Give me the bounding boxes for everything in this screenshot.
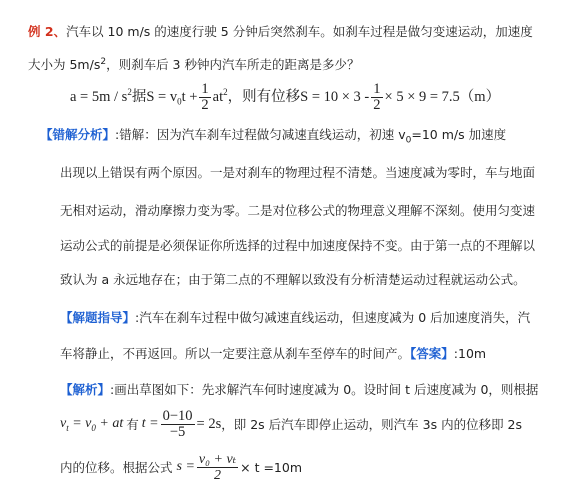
eq1-after: ，即 2s 后汽车即停止运动，则汽车 3s 内的位移即 2s — [221, 417, 523, 432]
eq1-result: = 2s — [196, 415, 222, 432]
problem-formula — [70, 82, 500, 113]
guidance-line-1 — [60, 308, 530, 326]
error-text-1: :错解：因为汽车刹车过程做匀减速直线运动，初速 v — [115, 127, 406, 142]
problem-text-2a: 大小为 5m/s — [28, 57, 101, 72]
guidance-line-2 — [60, 344, 486, 362]
error-text-1-end: =10 m/s 加速度 — [411, 127, 507, 142]
eq1-fraction: $\frac{0-10}{-5}$ — [162, 407, 193, 440]
error-line-3: 无相对运动，滑动摩擦力变为零。二是对位移公式的物理意义理解不深刻。使用匀变速 — [60, 203, 536, 218]
formula-c: t + — [181, 88, 198, 105]
solution-eq-line — [60, 405, 522, 443]
guidance-tag: 【解题指导】 — [60, 310, 136, 325]
formula-e: ，则有位移S = 10 × 3 - — [227, 88, 370, 105]
error-line-5: 致认为 a 永远地存在；由于第二点的不理解以致没有分析清楚运动过程就运动公式。 — [60, 272, 526, 287]
answer-text: :10m — [453, 346, 487, 361]
formula-sub0: 0 — [177, 96, 182, 107]
error-sub: 0 — [405, 135, 412, 146]
formula-d: at — [212, 88, 224, 105]
problem-text-1: 汽车以 10 m/s 的速度行驶 5 分钟后突然刹车。如刹车过程是做匀变速运动，加速度 — [66, 24, 533, 39]
formula-sup: 2 — [127, 87, 132, 97]
solution-tag: 【解析】 — [60, 382, 111, 397]
formula-half-2: $\frac{1}{2}$ — [373, 81, 381, 113]
error-line-1 — [40, 125, 506, 146]
eq1-lhs: $v_t = v_0$ + at — [60, 415, 124, 433]
formula-b: 据S = v — [131, 88, 178, 105]
error-tag: 【错解分析】 — [40, 127, 116, 142]
eq1-t: t = — [141, 416, 159, 431]
problem-tag: 例 2、 — [28, 24, 67, 39]
formula-half: $\frac{1}{2}$ — [201, 81, 209, 113]
problem-text-2b: ，则刹车后 3 秒钟内汽车所走的距离是多少？ — [106, 57, 360, 72]
guidance-text-2: 车将静止，不再返回。所以一定要注意从刹车至停车的时间产。 — [60, 346, 411, 361]
error-line-2: 出现以上错误有两个原因。一是对刹车的物理过程不清楚。当速度减为零时，车与地面 — [60, 165, 536, 180]
error-line-4: 运动公式的前提是必须保证你所选择的过程中加速度保持不变。由于第一点的不理解以 — [60, 238, 536, 253]
eq2-s: s = — [176, 459, 195, 474]
problem-line-2 — [28, 55, 359, 73]
solution-text-1: :画出草图如下：先求解汽车何时速度减为 0。设时间 t 后速度减为 0，则根据 — [110, 382, 539, 397]
formula-f: × 5 × 9 = 7.5（m） — [384, 88, 501, 105]
problem-line-1 — [28, 22, 533, 40]
eq2-fraction: $\frac{\text{v₀ + vₜ}}{2}$ — [198, 451, 237, 483]
solution-line-3 — [60, 448, 302, 486]
guidance-text-1: :汽车在刹车过程中做匀减速直线运动，但速度减为 0 后加速度消失，汽 — [135, 310, 531, 325]
solution-text-3: 内的位移。根据公式 — [60, 460, 173, 475]
problem-sup: 2 — [100, 56, 107, 67]
solution-line-1 — [60, 380, 538, 398]
formula-a: a = 5m / s — [70, 88, 128, 105]
eq1-text: 有 — [126, 417, 139, 432]
eq2-result: × t =10m — [240, 459, 303, 475]
answer-tag: 【答案】 — [410, 346, 454, 361]
formula-d-sup: 2 — [223, 87, 228, 97]
